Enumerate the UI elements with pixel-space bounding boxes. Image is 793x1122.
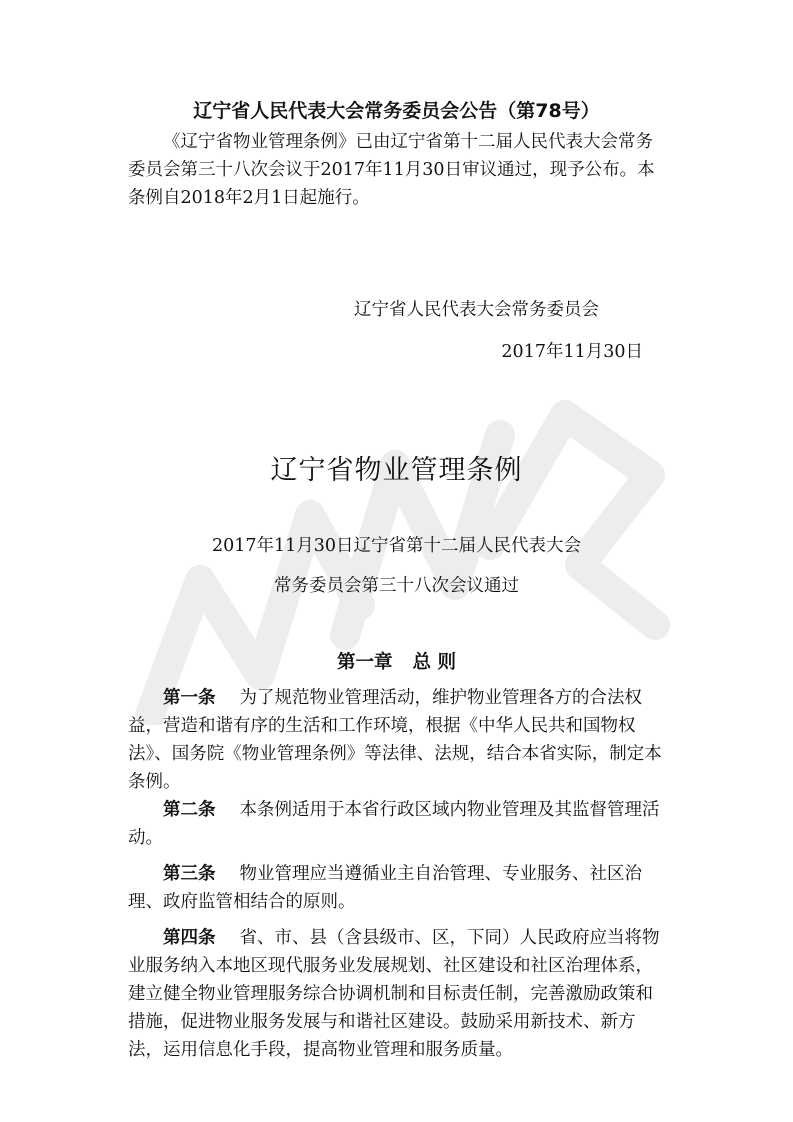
watermark-logo [110,395,670,725]
chapter-title: 总 则 [412,652,456,673]
article-text: 为了规范物业管理活动，维护物业管理各方的合法权益，营造和谐有序的生活和工作环境，根据《中华人民共和国物权法》、国务院《物业管理条例》等法律、法规，结合本省实际，制定本条例。 [128,688,662,792]
announcement-date: 2017年11月30日 [501,342,643,362]
announcement-title: 辽宁省人民代表大会常务委员会公告（第78号） [193,100,600,122]
article-4 [128,924,668,1064]
article-2 [128,796,668,852]
article-label: 第三条 [163,864,216,884]
issuer-signature: 辽宁省人民代表大会常务委员会 [354,300,599,320]
article-label: 第二条 [163,800,216,820]
adoption-note-line1: 2017年11月30日辽宁省第十二届人民代表大会 [211,536,582,556]
announcement-body: 《辽宁省物业管理条例》已由辽宁省第十二届人民代表大会常务委员会第三十八次会议于2017年11月30日审议通过，现予公布。本条例自2018年2月1日起施行。 [128,132,655,208]
article-1 [128,684,668,796]
article-label: 第四条 [163,928,216,948]
article-label: 第一条 [163,688,216,708]
adoption-note-line2: 常务委员会第三十八次会议通过 [274,576,519,596]
article-text: 物业管理应当遵循业主自治管理、专业服务、社区治理、政府监管相结合的原则。 [128,864,642,912]
article-text: 省、市、县（含县级市、区，下同）人民政府应当将物业服务纳入本地区现代服务业发展规划、社区建设和社区治理体系，建立健全物业管理服务综合协调机制和目标责任制，完善激励政策和措施，促进物业服务发展与和谐社区建设。鼓励采用新技术、新方法，运用信息化手段，提高物业管理和服务质量。 [128,928,660,1060]
article-3 [128,860,668,916]
chapter-number: 第一章 [337,652,393,673]
article-text: 本条例适用于本省行政区域内物业管理及其监督管理活动。 [128,800,660,848]
chapter-heading [0,648,793,674]
law-title: 辽宁省物业管理条例 [270,455,523,486]
